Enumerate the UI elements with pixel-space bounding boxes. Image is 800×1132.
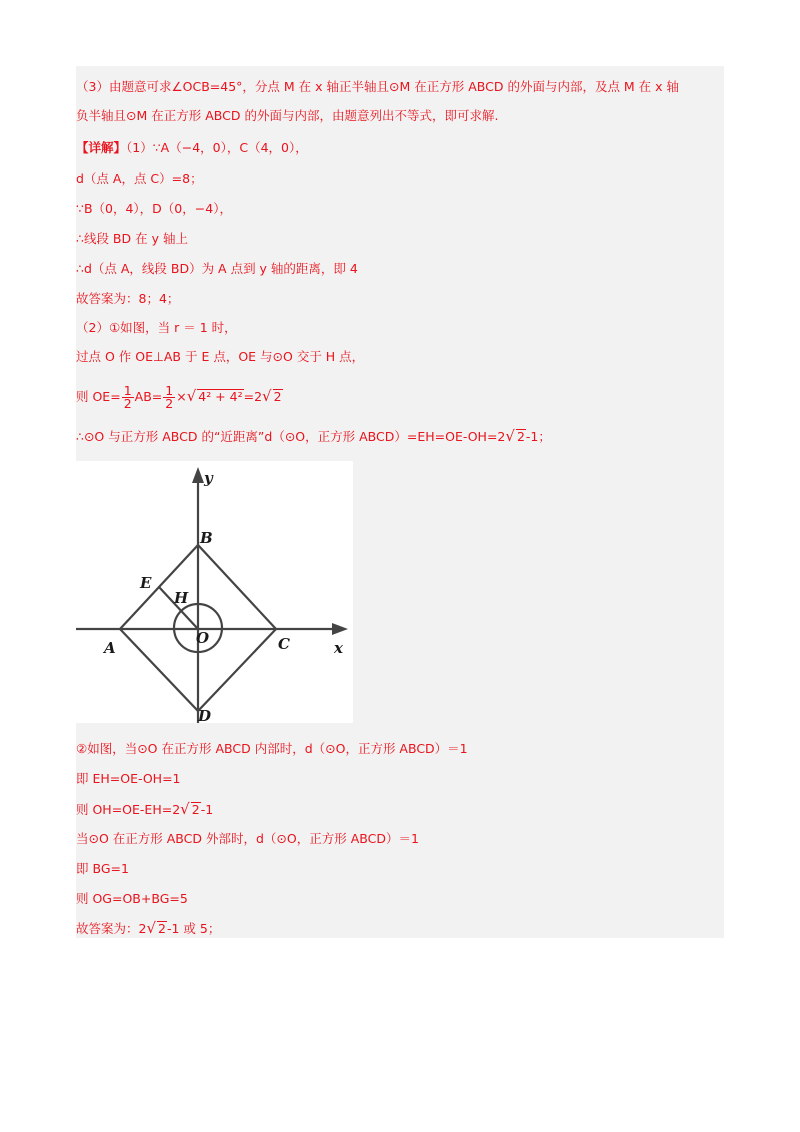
part2b-line1: ②如图，当⊙O 在正方形 ABCD 内部时，d（⊙O，正方形 ABCD）＝1: [76, 741, 468, 756]
near-distance-line: ∴⊙O 与正方形 ABCD 的“近距离”d（⊙O，正方形 ABCD）=EH=OE-OH=2√ 2-1；: [76, 427, 551, 445]
label-y: y: [204, 469, 213, 487]
detail-label: 【详解】: [76, 140, 127, 155]
part2b-line3: 则 OH=OE-EH=2√ 2-1: [76, 800, 214, 818]
y-axis-arrow: [192, 467, 204, 483]
detail-line3: ∵B（0，4），D（0，−4），: [76, 201, 232, 216]
label-a: A: [104, 639, 116, 657]
detail-line4: ∴线段 BD 在 y 轴上: [76, 231, 188, 246]
part3-line1: （3）由题意可求∠OCB=45°，分点 M 在 x 轴正半轴且⊙M 在正方形 ABCD 的外面与内部，及点 M 在 x 轴: [76, 79, 680, 94]
part2-line1: （2）①如图，当 r ＝ 1 时，: [76, 320, 237, 335]
label-x: x: [334, 639, 343, 657]
label-c: C: [278, 635, 290, 653]
part2b-line4: 当⊙O 在正方形 ABCD 外部时，d（⊙O，正方形 ABCD）＝1: [76, 831, 419, 846]
part3-line2: 负半轴且⊙M 在正方形 ABCD 的外面与内部，由题意列出不等式，即可求解.: [76, 108, 499, 123]
part2b-line2: 即 EH=OE-OH=1: [76, 771, 181, 786]
detail-line1: [76, 139, 724, 157]
final-answer: 故答案为：2√ 2-1 或 5；: [76, 919, 221, 937]
fraction-half-2: $\frac{1}{2}$: [165, 383, 174, 411]
label-d: D: [198, 707, 212, 723]
x-axis-arrow: [332, 623, 348, 635]
label-b: B: [200, 529, 213, 547]
label-h: H: [174, 589, 189, 607]
sqrt-sign: √: [186, 387, 197, 405]
part2b-line6: 则 OG=OB+BG=5: [76, 891, 188, 906]
part2-line2: 过点 O 作 OE⊥AB 于 E 点，OE 与⊙O 交于 H 点，: [76, 349, 365, 364]
label-e: E: [140, 574, 152, 592]
geometry-figure: [76, 461, 353, 723]
detail-line5: ∴d（点 A，线段 BD）为 A 点到 y 轴的距离，即 4: [76, 261, 358, 276]
sqrt-radicand: 4² + 4²: [198, 389, 243, 404]
part2b-line5: 即 BG=1: [76, 861, 129, 876]
label-o: O: [196, 629, 210, 647]
oe-formula: 则 OE= $\frac{1}{2}$ AB= $\frac{1}{2}$ ×√ 4² + 4²=2√ 2: [76, 383, 282, 411]
detail-line2: d（点 A，点 C）=8；: [76, 171, 203, 186]
detail-text: （1）∵A（−4，0），C（4，0），: [126, 140, 308, 155]
fraction-half-1: $\frac{1}{2}$: [123, 383, 132, 411]
answer-line1: 故答案为：8；4；: [76, 291, 180, 306]
